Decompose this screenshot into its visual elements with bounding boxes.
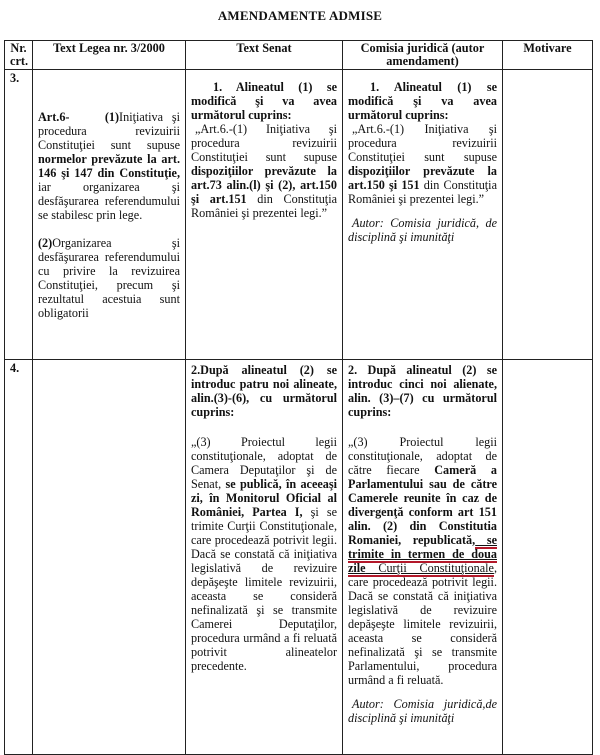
senat-paragraph <box>191 435 337 673</box>
lege-paragraph-2 <box>38 236 180 320</box>
lege-bold-text: normelor prevăzute la art. 146 şi 147 din Constituţie, <box>38 152 180 180</box>
lege-alin-label: (2) <box>38 236 53 250</box>
cell-senat <box>186 360 343 755</box>
row-number: 3. <box>5 70 33 360</box>
row-number: 4. <box>5 360 33 755</box>
cell-motivare <box>503 70 593 360</box>
senat-bold-text: se publică, în aceeaşi zi, în Monitorul Oficial al României, Partea I, <box>191 477 337 519</box>
header-nr: Nr. crt. <box>5 41 33 70</box>
lege-art-label: Art.6- <box>38 110 70 124</box>
comisia-bold-text: Cameră a Parlamentului sau de către Camerele reunite în caz de divergenţă conform art 151 alin. (2) din Constitutia Romaniei, republicată, <box>348 463 497 547</box>
amendments-table <box>4 40 593 755</box>
comisia-author: Autor: Comisia juridică,de disciplină şi imunităţi <box>348 697 497 725</box>
senat-text: „Art.6.-(1) Iniţiativa şi procedura revizuirii Constituţiei sunt supuse <box>191 122 337 164</box>
comisia-text: „Art.6.-(1) Iniţiativa şi procedura revizuirii Constituţiei sunt supuse <box>348 122 497 164</box>
comisia-text: din Constituţia României şi prezentei legi.” <box>348 178 497 206</box>
cell-comisia <box>343 70 503 360</box>
page-title: AMENDAMENTE ADMISE <box>217 8 383 23</box>
table-row <box>5 360 593 755</box>
senat-text: „(3) Proiectul legii constituţionale, adoptat de Camera Deputaţilor şi de Senat, <box>191 435 337 491</box>
comisia-heading: 1. Alineatul (1) se modifică şi va avea următorul cuprins: <box>348 80 497 122</box>
lege-text: Iniţiativa şi procedura revizuirii Constituţiei sunt supuse <box>38 110 181 152</box>
comisia-highlighted-text: se trimite in termen de doua zile <box>348 533 497 575</box>
comisia-text: , care procedează potrivit legii. Dacă se constată că iniţiativa legislativă de revizuire depăşeşte limitele revizuirii, aceasta se consideră nefinalizată şi se transmite Parlamentului, procedura urmând a fi reluată. <box>348 561 497 687</box>
senat-heading: 1. Alineatul (1) se modifică şi va avea următorul cuprins: <box>191 80 337 122</box>
lege-text: Organizarea şi desfăşurarea referendumului cu privire la revizuirea Constituţiei, precum şi rezultatul acestuia sunt obligatorii <box>38 236 180 320</box>
senat-paragraph <box>191 122 337 220</box>
header-motivare: Motivare <box>503 41 593 70</box>
cell-comisia <box>343 360 503 755</box>
table-row <box>5 70 593 360</box>
header-senat: Text Senat <box>186 41 343 70</box>
comisia-bold-text: dispoziţiilor prevăzute la art.150 şi 151 <box>348 164 497 192</box>
table-header-row <box>5 41 593 70</box>
senat-text: din Constituţia României şi prezentei legi.” <box>191 192 337 220</box>
senat-heading: 2.După alineatul (2) se introduc patru noi alineate, alin.(3)-(6), cu următorul cuprins: <box>191 363 337 419</box>
cell-senat <box>186 70 343 360</box>
comisia-paragraph <box>348 122 497 206</box>
comisia-paragraph <box>348 435 497 687</box>
cell-lege <box>33 70 186 360</box>
cell-motivare <box>503 360 593 755</box>
cell-lege <box>33 360 186 755</box>
comisia-heading: 2. După alineatul (2) se introduc cinci noi alienate, alin. (3)–(7) cu următorul cuprins: <box>348 363 497 419</box>
senat-bold-text: dispoziţiilor prevăzute la art.73 alin.(l) şi (2), art.150 şi art.151 <box>191 164 337 206</box>
senat-text: şi se trimite Curţii Constituţionale, care procedează potrivit legii. Dacă se constată că iniţiativa legislativă de revizuire depăşeşte limitele revizuirii, aceasta se consideră nefinalizată şi se transmite Camerei Deputaţilor, procedura urmând a fi reluată potrivit alineatelor precedente. <box>191 505 338 673</box>
comisia-highlighted-text: Curţii Constituţionale <box>365 561 494 575</box>
header-lege: Text Legea nr. 3/2000 <box>33 41 186 70</box>
comisia-author: Autor: Comisia juridică, de disciplină şi imunităţi <box>348 216 497 244</box>
header-comisia: Comisia juridică (autor amendament) <box>343 41 503 70</box>
lege-paragraph-1 <box>38 110 180 222</box>
comisia-text: „(3) Proiectul legii constituţionale, adoptat de către fiecare <box>348 435 497 477</box>
lege-text: iar organizarea şi desfăşurarea referendumului se stabilesc prin lege. <box>38 180 180 222</box>
lege-alin-label: (1) <box>104 110 120 124</box>
